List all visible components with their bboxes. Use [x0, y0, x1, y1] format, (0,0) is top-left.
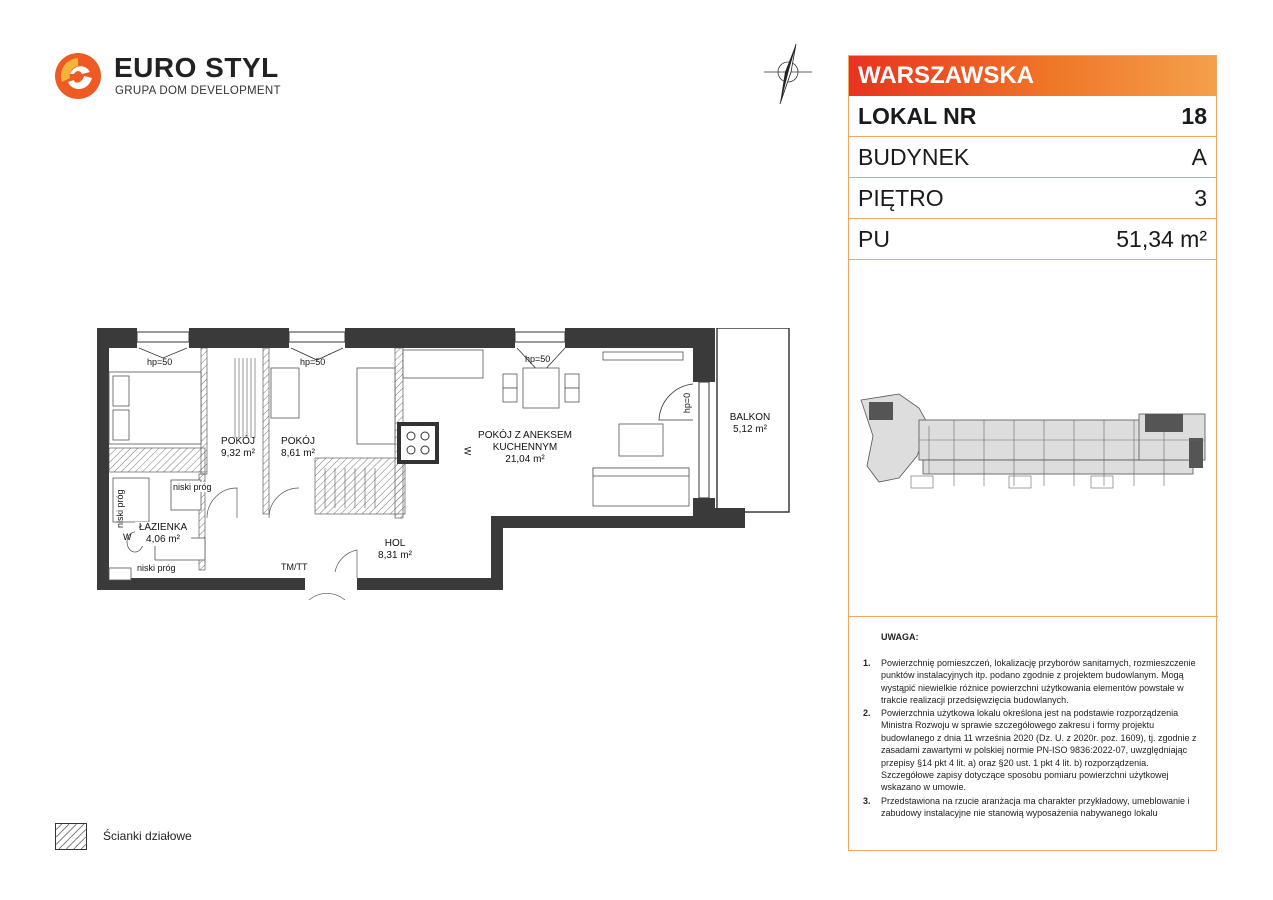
- room-area: 9,32 m²: [221, 448, 255, 459]
- floor-plan: [95, 328, 795, 603]
- window-mark-2: hp=50: [300, 357, 326, 367]
- threshold-label: niski próg: [137, 563, 176, 573]
- note-number: 1.: [863, 658, 871, 668]
- notes-section: [849, 616, 1218, 853]
- euro-styl-logo-icon: [54, 52, 102, 100]
- room-name: BALKON: [729, 412, 771, 423]
- floor-plan-drawing: [95, 328, 795, 603]
- w-mark: W: [123, 532, 132, 542]
- room-pokoj-1: [213, 436, 263, 460]
- brand-subtitle: GRUPA DOM DEVELOPMENT: [115, 85, 281, 97]
- room-pokoj-2: [273, 436, 323, 460]
- window-mark-1: hp=50: [147, 357, 173, 367]
- partition-legend-icon: [55, 823, 87, 850]
- row-label: BUDYNEK: [858, 143, 970, 170]
- window-mark-4: hp=0: [682, 392, 693, 414]
- window-mark-3: hp=50: [525, 354, 551, 364]
- row-pu: [849, 219, 1216, 260]
- room-pokoj-z-aneksem: [473, 430, 577, 466]
- note-text: Przedstawiona na rzucie aranżacja ma charakter przykładowy, umeblowanie i zabudowy instalacyjne nie stanowią wyposażenia nabywanego lokalu: [881, 796, 1190, 819]
- row-value: 18: [1181, 102, 1207, 129]
- room-area: 8,31 m²: [378, 550, 412, 561]
- legend-label: Ścianki działowe: [103, 829, 192, 843]
- room-balkon: [719, 412, 781, 436]
- note-item: [863, 795, 1203, 820]
- brand-name: EURO STYL: [114, 52, 279, 83]
- room-name: ŁAZIENKA: [138, 522, 188, 533]
- note-number: 2.: [863, 708, 871, 718]
- note-item: [863, 657, 1203, 707]
- room-area: 8,61 m²: [281, 448, 315, 459]
- threshold-label: niski próg: [173, 482, 212, 492]
- row-value: A: [1191, 143, 1207, 170]
- north-arrow-icon: [758, 42, 818, 110]
- room-area: 4,06 m²: [146, 534, 180, 545]
- row-budynek: [849, 137, 1216, 178]
- row-lokal: [849, 96, 1216, 137]
- w-mark: W: [462, 446, 473, 456]
- room-area: 21,04 m²: [505, 454, 545, 465]
- info-panel: [848, 55, 1217, 851]
- note-text: Powierzchnię pomieszczeń, lokalizację przyborów sanitarnych, rozmieszczenie punktów instalacyjnych itp. podano zgodnie z projektem budowlanym. Mogą wystąpić niewielkie różnice powierzchni użytkowania elementów powstałe w trakcie realizacji przedsięwzięcia budowlanych.: [881, 658, 1196, 706]
- room-name: POKÓJ: [221, 436, 255, 447]
- brand-logo: [54, 50, 284, 102]
- note-text: Powierzchnia użytkowa lokalu określona jest na podstawie rozporządzenia Ministra Rozwoju w sprawie szczegółowego zakresu i formy projektu budowlanego z dnia 11 września 2020 (Dz. U. z 2020r. poz. 1609), tj. zgodnie z zasadami zawartymi w polskiej normie PN-ISO 9836:2022-07, uwzględniając przepisy §14 pkt 4 lit. a) oraz §20 ust. 1 pkt 4 lit. b) rozporządzenia. Szczegółowe zapisy dotyczące sposobu pomiaru powierzchni użytkowej wskazano w umowie.: [881, 708, 1197, 793]
- room-name: POKÓJ Z ANEKSEM KUCHENNYM: [478, 430, 572, 453]
- threshold-label: niski próg: [115, 489, 125, 528]
- site-plan-map: [859, 386, 1209, 496]
- row-label: PU: [858, 225, 890, 252]
- row-label: LOKAL NR: [858, 102, 977, 129]
- tm-tt-label: TM/TT: [281, 562, 308, 572]
- row-label: PIĘTRO: [858, 184, 944, 211]
- note-item: [863, 707, 1203, 794]
- note-number: 3.: [863, 796, 871, 806]
- row-value: 3: [1194, 184, 1207, 211]
- row-value: 51,34 m²: [1116, 225, 1207, 252]
- room-name: HOL: [384, 538, 406, 549]
- panel-title: WARSZAWSKA: [849, 56, 1216, 96]
- room-name: POKÓJ: [281, 436, 315, 447]
- notes-title: UWAGA:: [881, 632, 919, 642]
- room-lazienka: [135, 522, 191, 546]
- room-hol: [365, 538, 425, 562]
- row-pietro: [849, 178, 1216, 219]
- room-area: 5,12 m²: [733, 424, 767, 435]
